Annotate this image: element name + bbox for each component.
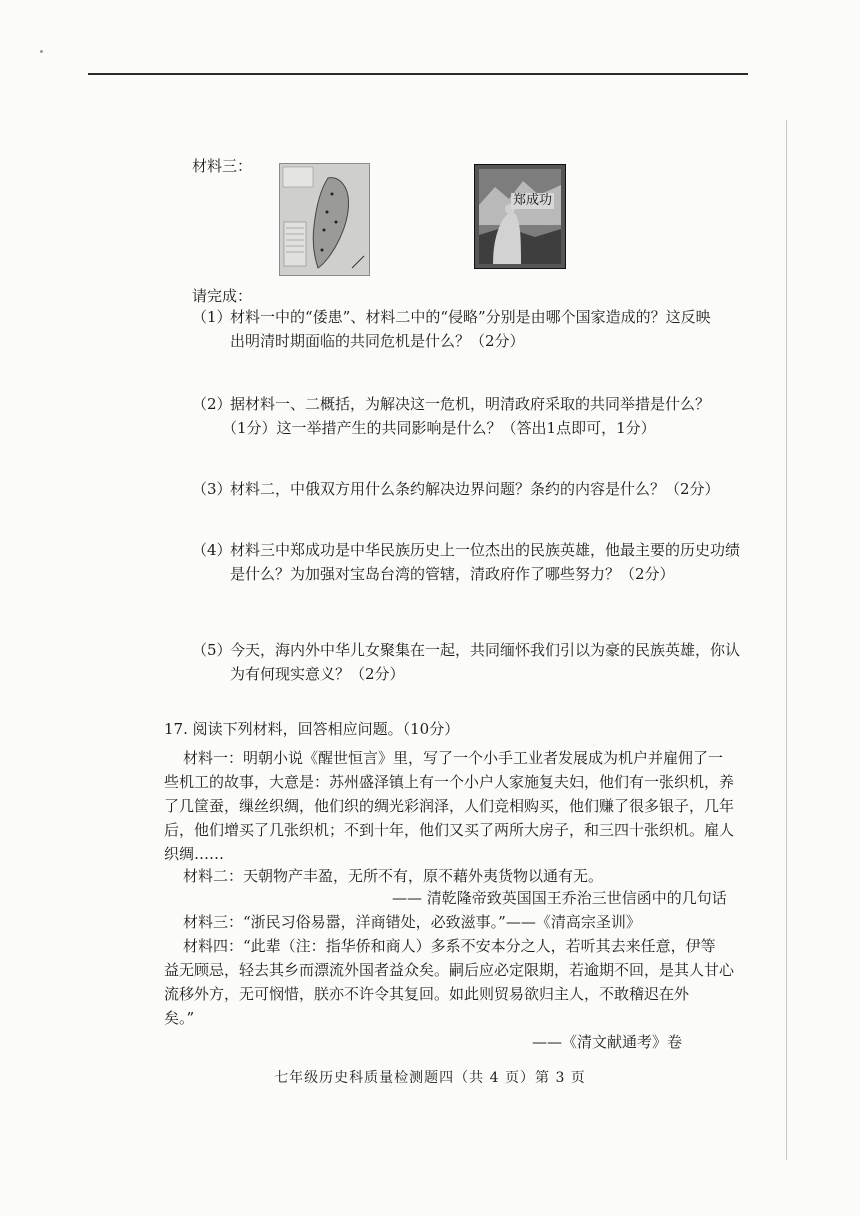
question-number: （1） [192, 308, 232, 326]
question-number: （2） [192, 395, 232, 413]
material1-line: 织绸…… [164, 845, 225, 863]
q17-title: 17. 阅读下列材料，回答相应问题。（10分） [164, 720, 460, 738]
material2-text: 材料二：天朝物产丰盈，无所不有，原不藉外夷货物以通有无。 [183, 867, 604, 885]
prompt-label: 请完成： [192, 287, 253, 305]
question-text: 是什么？为加强对宝岛台湾的管辖，清政府作了哪些努力？（2分） [230, 565, 675, 583]
question-text: （1分）这一举措产生的共同影响是什么？（答出1点即可，1分） [222, 419, 656, 437]
material3-text: 材料三：“浙民习俗易嚣，洋商错处，必致滋事。”——《清高宗圣训》 [183, 913, 641, 931]
zheng-chenggong-drawing [475, 165, 565, 268]
question-number: （3） [192, 480, 232, 498]
question-text: 材料三中郑成功是中华民族历史上一位杰出的民族英雄，他最主要的历史功绩 [230, 541, 741, 559]
question-number: （4） [192, 541, 232, 559]
page-footer: 七年级历史科质量检测题四（共 4 页）第 3 页 [274, 1070, 586, 1086]
material3-label: 材料三： [192, 157, 253, 175]
image-caption: 郑成功 [513, 193, 553, 208]
question-text: 据材料一、二概括，为解决这一危机，明清政府采取的共同举措是什么？ [230, 395, 711, 413]
question-text: 出明清时期面临的共同危机是什么？（2分） [230, 332, 525, 350]
scan-speck [40, 50, 43, 53]
material4-source: ——《清文献通考》卷 [532, 1033, 683, 1051]
margin-rule [786, 120, 787, 1160]
taiwan-map-drawing [280, 164, 369, 275]
material4-line: 矣。” [164, 1009, 195, 1027]
material4-line: 材料四：“此辈（注：指华侨和商人）多系不安本分之人，若听其去来任意，伊等 [183, 937, 716, 955]
material1-line: 后，他们增买了几张织机；不到十年，他们又买了两所大房子，和三四十张织机。雇人 [164, 821, 735, 839]
taiwan-map-image [279, 163, 370, 276]
question-text: 材料二，中俄双方用什么条约解决边界问题？条约的内容是什么？（2分） [230, 480, 720, 498]
question-text: 材料一中的“倭患”、材料二中的“侵略”分别是由哪个国家造成的？这反映 [230, 308, 711, 326]
question-text: 今天，海内外中华儿女聚集在一起，共同缅怀我们引以为豪的民族英雄，你认 [230, 641, 741, 659]
material2-source: —— 清乾隆帝致英国国王乔治三世信函中的几句话 [392, 889, 727, 907]
question-text: 为有何现实意义？（2分） [230, 665, 405, 683]
question-number: （5） [192, 641, 232, 659]
material1-line: 材料一：明朝小说《醒世恒言》里，写了一个小手工业者发展成为机户并雇佣了一 [183, 749, 724, 767]
material4-line: 流移外方，无可悯惜，朕亦不许令其复回。如此则贸易欲归主人，不敢稽迟在外 [164, 985, 690, 1003]
material1-line: 了几筐蚕，缫丝织绸，他们织的绸光彩润泽，人们竞相购买，他们赚了很多银子，几年 [164, 797, 735, 815]
zheng-chenggong-image [474, 164, 566, 269]
header-rule [88, 73, 748, 75]
material1-line: 些机工的故事，大意是：苏州盛泽镇上有一个小户人家施复夫妇，他们有一张织机，养 [164, 773, 735, 791]
material4-line: 益无顾忌，轻去其乡而漂流外国者益众矣。嗣后应必定限期，若逾期不回，是其人甘心 [164, 961, 735, 979]
